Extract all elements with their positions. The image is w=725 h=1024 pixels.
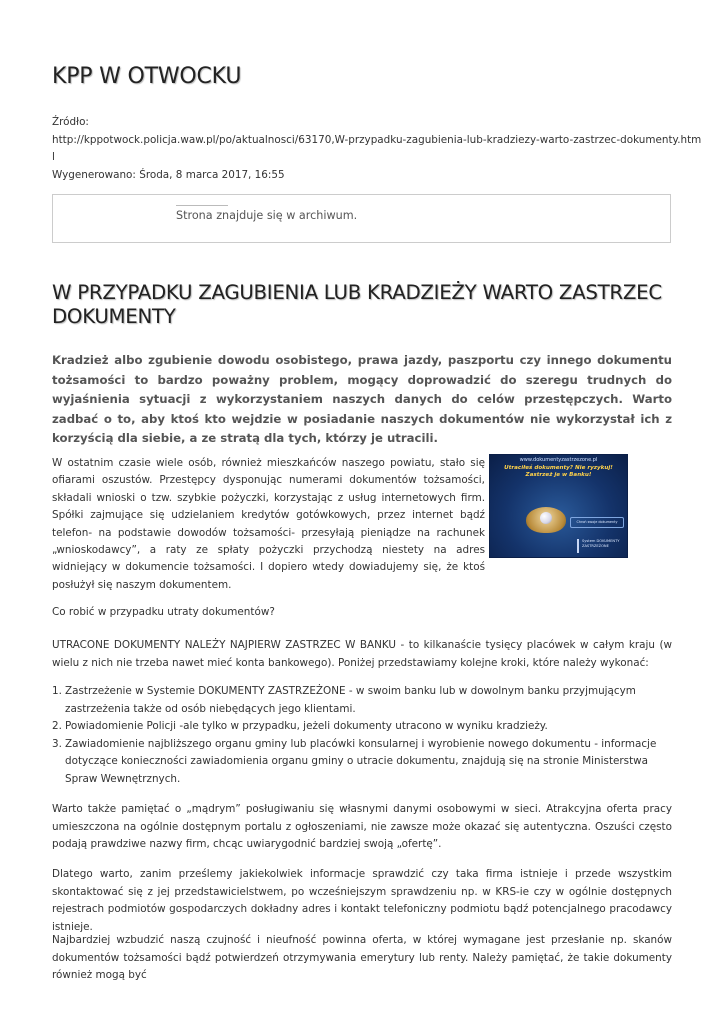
- source-url[interactable]: http://kppotwock.policja.waw.pl/po/aktualnosci/63170,W-przypadku-zagubienia-lub-kradziezy-warto-zastrzec-dokumenty.htm: [52, 133, 702, 146]
- divider: [176, 205, 228, 206]
- article-title: W PRZYPADKU ZAGUBIENIA LUB KRADZIEŻY WARTO ZASTRZEC DOKUMENTY: [52, 281, 662, 328]
- article-image[interactable]: [490, 455, 627, 557]
- list-item: [52, 736, 672, 789]
- paragraph-5: Dlatego warto, zanim prześlemy jakiekolwiek informacje sprawdzić czy taka firma istnieje i przede wszystkim skontaktować się z jej przedstawicielstwem, po wcześniejszym sprawdzeniu np. w KRS-ie czy w ogólnie dostępnych rejestrach podmiotów gospodarczych dokładny adres i kontakt telefoniczny podmiotu bądź potencjalnego pracodawcy istnieje.: [52, 868, 672, 933]
- pearl-icon: [540, 512, 552, 524]
- list-item-text: Powiadomienie Policji -ale tylko w przypadku, jeżeli dokumenty utracono w wyniku kradzieży.: [65, 720, 548, 732]
- paragraph-6: Najbardziej wzbudzić naszą czujność i nieufność powinna oferta, w której wymagane jest przesłanie np. skanów dokumentów tożsamości bądź potwierdzeń otrzymywania emerytury lub renty. Należy pamiętać, że takie dokumenty również mogą być: [52, 934, 672, 981]
- list-item-number: 2.: [52, 720, 62, 732]
- list-item: [52, 683, 672, 718]
- generated-date: Wygenerowano: Środa, 8 marca 2017, 16:55: [52, 168, 285, 181]
- archive-notice: Strona znajduje się w archiwum.: [176, 209, 358, 222]
- image-url-text: www.dokumentyzastrzezone.pl: [519, 457, 598, 463]
- steps-list: [52, 683, 672, 788]
- list-item-number: 3.: [52, 737, 62, 750]
- site-title: KPP W OTWOCKU: [52, 64, 242, 89]
- article-lead: Kradzież albo zgubienie dowodu osobistego, prawa jazdy, paszportu czy innego dokumentu tożsamości to bardzo poważny problem, mogący doprowadzić do szeregu trudnych do wyjaśnienia sytuacji z wykorzystaniem naszych danych do celów przestępczych. Warto zadbać o to, aby ktoś kto wejdzie w posiadanie naszych dokumentów nie wykorzystał ich z korzyścią dla siebie, a ze stratą dla tych, którzy je utracili.: [52, 353, 672, 446]
- paragraph-1: W ostatnim czasie wiele osób, również mieszkańców naszego powiatu, stało się ofiarami oszustów. Przestępcy dysponując numerami dokumentów tożsamości, składali wnioski o tzw. szybkie pożyczki, korzystając z usług internetowych firm. Spółki zajmujące się udzielaniem kredytów gotówkowych, przez internet bądź telefon- na podstawie dowodów tożsamości- przesyłają pieniądze na rachunek „wnioskodawcy”, a raty ze spłaty pożyczki przychodzą niestety na adres widniejący w dokumencie tożsamości. I dopiero wtedy dowiadujemy się, że ktoś posłużył się naszym dokumentem.: [52, 457, 485, 591]
- image-tag: Chroń swoje dokumenty: [570, 517, 624, 528]
- list-item-text: Zawiadomienie najbliższego organu gminy lub placówki konsularnej i wyrobienie nowego dokumentu - informacje dotyczące konieczności zawiadomienia organu gminy o utracie dokumentu, znajdują się na stronie Ministerstwa Spraw Wewnętrznych.: [65, 737, 657, 785]
- list-item-number: 1.: [52, 685, 62, 697]
- source-info: [52, 114, 702, 184]
- image-headline: Utraciłeś dokumenty? Nie ryzykuj! Zastrzeż je w Banku!: [504, 465, 613, 478]
- image-logo: System DOKUMENTY ZASTRZEŻONE: [577, 539, 622, 553]
- source-url-continuation[interactable]: l: [52, 151, 55, 163]
- paragraph-2: Co robić w przypadku utraty dokumentów?: [52, 606, 275, 618]
- paragraph-3: UTRACONE DOKUMENTY NALEŻY NAJPIERW ZASTRZEC W BANKU - to kilkanaście tysięcy placówek w całym kraju (w wielu z nich nie trzeba nawet mieć konta bankowego). Poniżej przedstawiamy kolejne kroki, które należy wykonać:: [52, 639, 672, 669]
- source-label: Źródło:: [52, 116, 89, 128]
- archive-notice-box: [52, 194, 671, 243]
- list-item: [52, 718, 672, 736]
- list-item-text: Zastrzeżenie w Systemie DOKUMENTY ZASTRZEŻONE - w swoim banku lub w dowolnym banku przyjmującym zastrzeżenia także od osób niebędących jego klientami.: [65, 685, 636, 715]
- paragraph-4: Warto także pamiętać o „mądrym” posługiwaniu się własnymi danymi osobowymi w sieci. Atrakcyjna oferta pracy umieszczona na ogólnie dostępnym portalu z ogłoszeniami, nie zawsze może okazać się autentyczna. Oszuści często podają prawdziwe nazwy firm, chcąc uwiarygodnić bardziej swoją „ofertę”.: [52, 803, 672, 850]
